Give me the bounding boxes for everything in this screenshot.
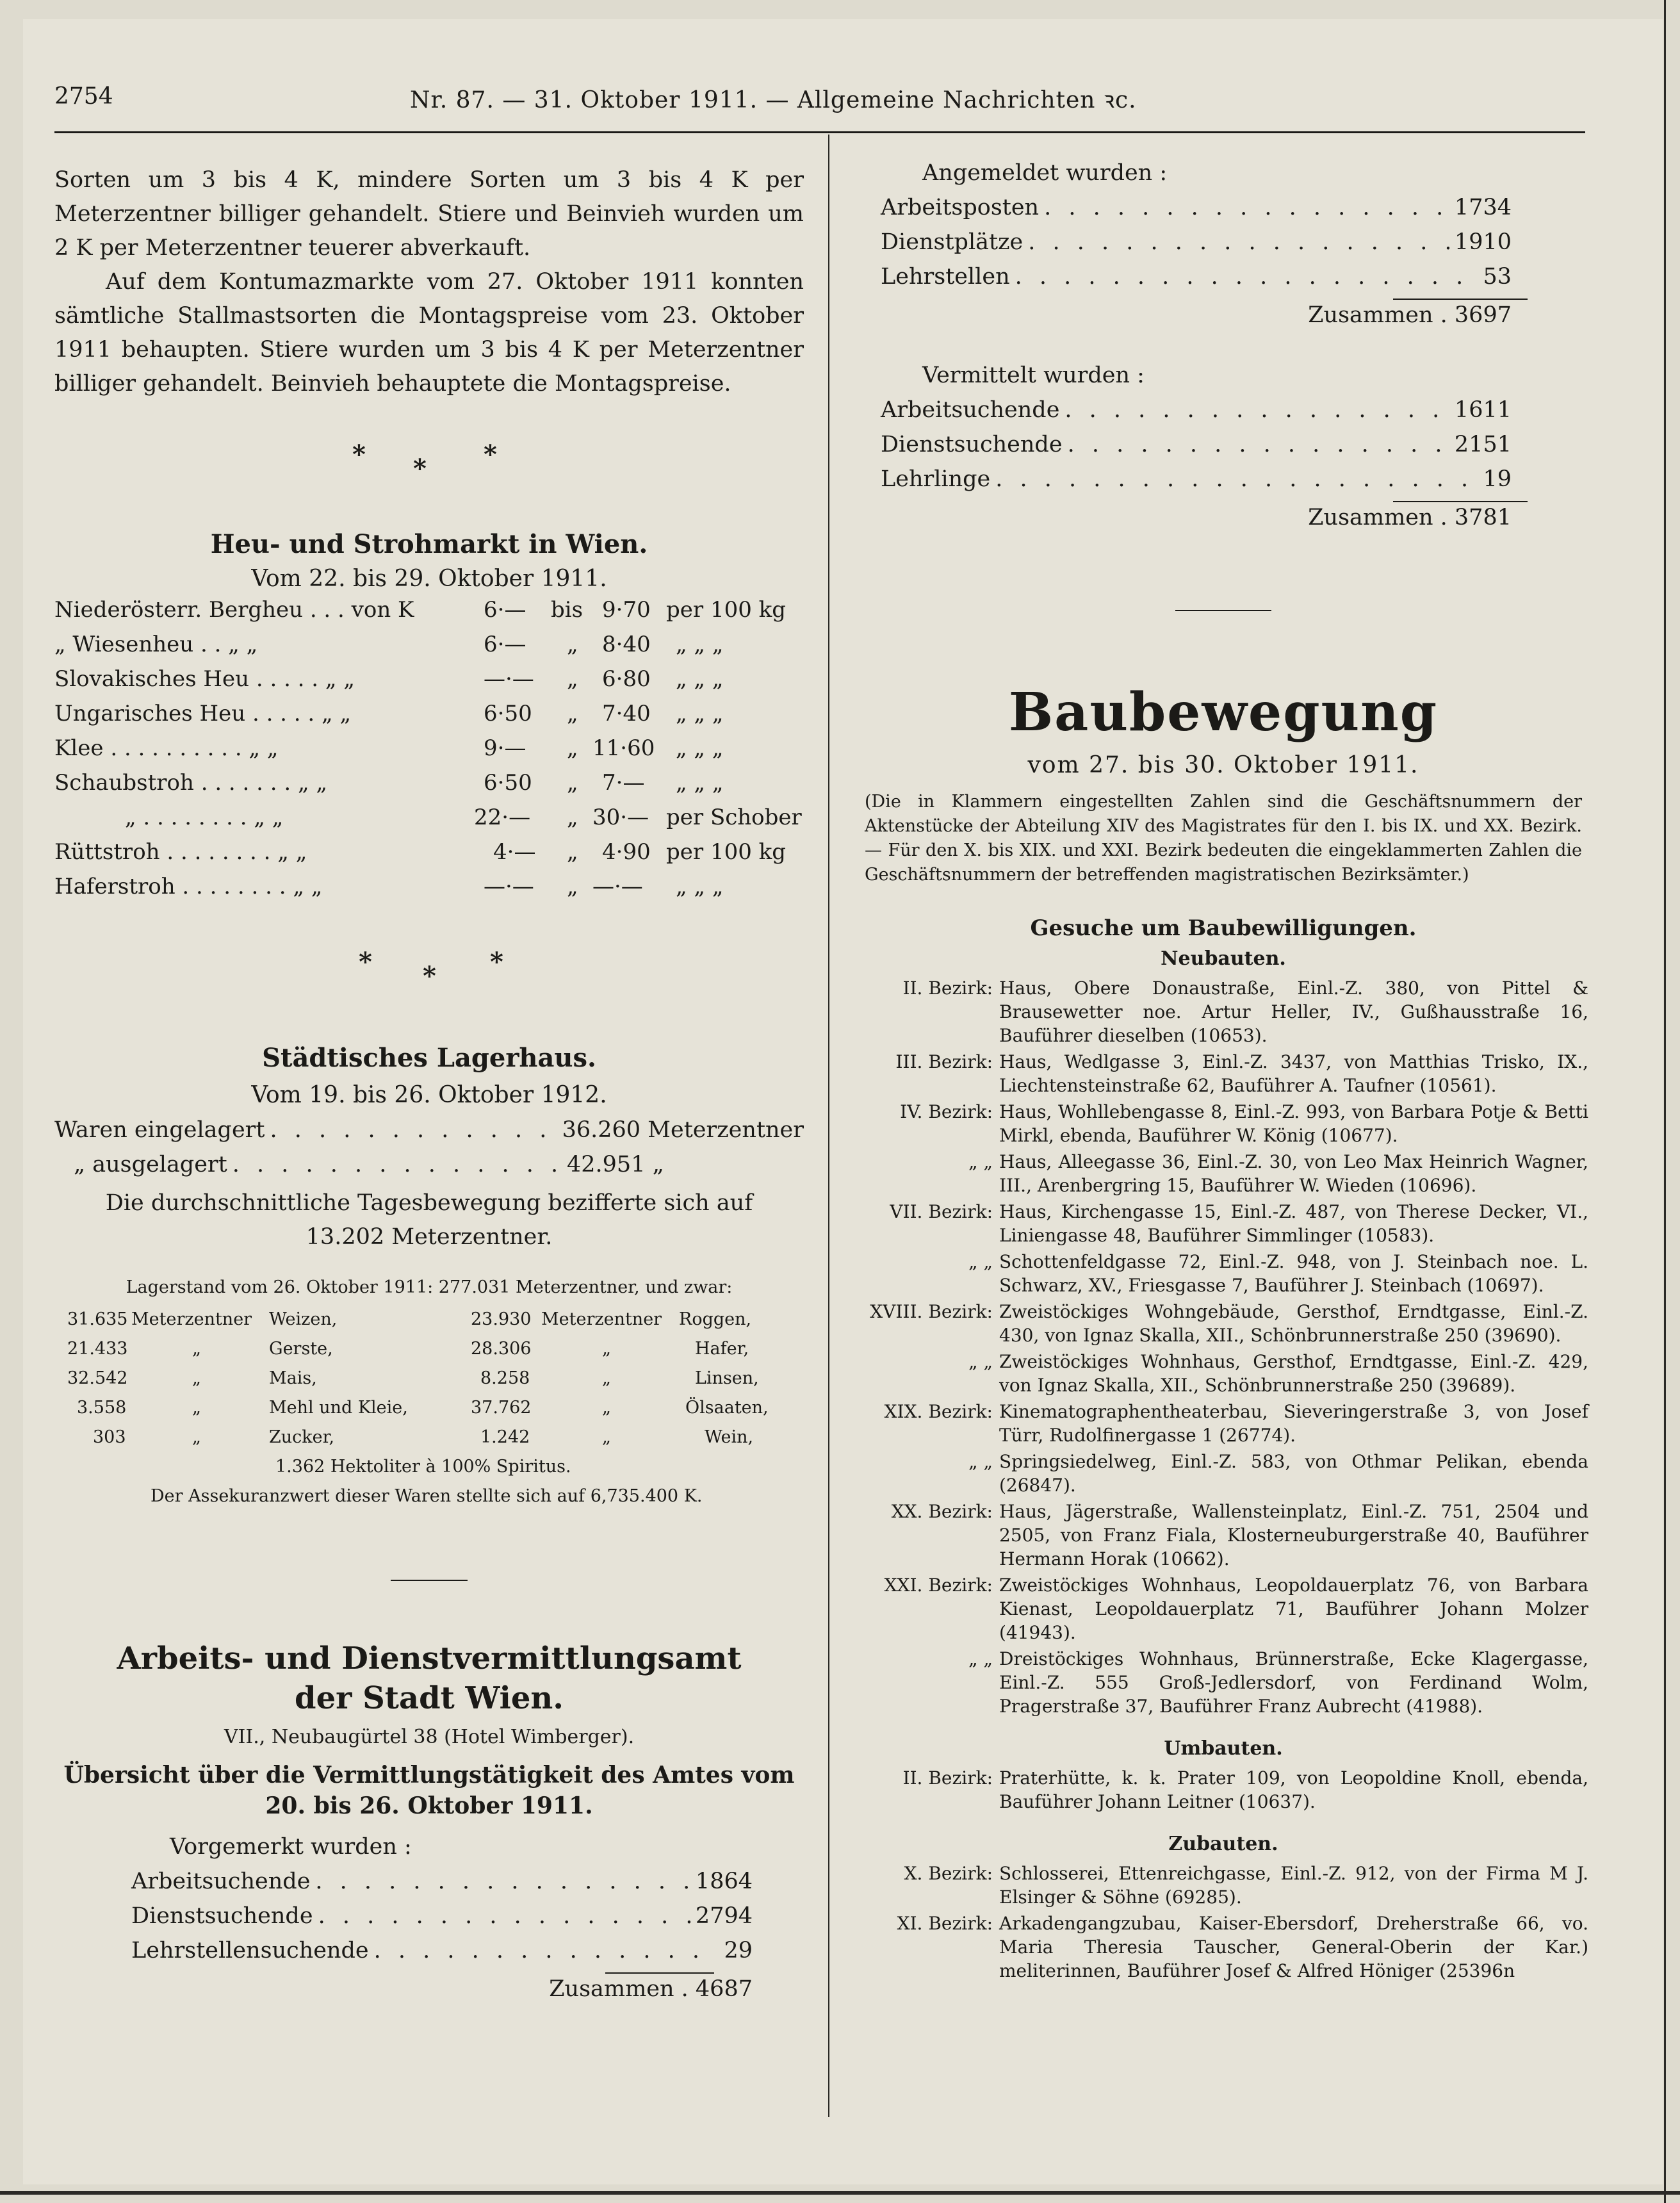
angemeldet-total: Zusammen . 3697 — [1308, 302, 1512, 328]
hay-row — [54, 701, 804, 735]
amt-address: VII., Neubaugürtel 38 (Hotel Wimberger). — [224, 1726, 635, 1748]
hay-row — [54, 666, 804, 701]
vermittelt-list — [858, 397, 1588, 539]
bau-text: Zweistöckiges Wohnhaus, Leopoldauerplatz 76, von Barbara Kienast, Leopoldauerplatz 71, Bauführer Johann Molzer (41943). — [999, 1575, 1588, 1643]
bau-district: VII. Bezirk: — [890, 1201, 993, 1222]
lagerhaus-subtitle: Vom 19. bis 26. Oktober 1912. — [251, 1082, 607, 1108]
stock-spiritus: 1.362 Hektoliter à 100% Spiritus. — [275, 1457, 571, 1477]
bau-entry — [858, 1450, 1588, 1497]
bau-text: Schlosserei, Ettenreichgasse, Einl.-Z. 912, von der Firma M J. Elsinger & Söhne (69285). — [999, 1863, 1588, 1908]
leader-dots — [374, 1938, 719, 1963]
stock-row — [54, 1398, 804, 1427]
stock-row — [54, 1427, 804, 1457]
hay-from: 6·— — [484, 597, 526, 623]
vorgemerkt-total: Zusammen . 4687 — [549, 1976, 753, 2002]
stock-qty: 3.558 — [77, 1398, 127, 1418]
scan-edge-line — [1664, 0, 1666, 2203]
umbauten-heading: Umbauten. — [1164, 1737, 1283, 1760]
baubewegung-note: (Die in Klammern eingestellten Zahlen sind die Geschäftsnummern der Aktenstücke der Abteilung XIV des Magistrates für den I. bis IX. und XX. Bezirk. — Für den X. bis XIX. und XXI. Bezirk bedeuten die eingeklammerten Zahlen die Geschäftsnummern der betreffenden magistratischen Bezirksämter.) — [865, 792, 1582, 885]
stock-name: Mais, — [269, 1368, 317, 1388]
bau-entry — [858, 1912, 1588, 1983]
hay-bis: „ — [567, 701, 578, 726]
baubewegung-title: Baubewegung — [1008, 682, 1439, 743]
lager-ausgelagert-label: „ ausgelagert — [74, 1152, 227, 1177]
star-mark: * — [484, 439, 497, 470]
row-value: 53 — [1483, 264, 1512, 290]
stock-qty: 21.433 — [67, 1339, 128, 1359]
stock-name: Zucker, — [269, 1427, 335, 1447]
bau-text: Praterhütte, k. k. Prater 109, von Leopoldine Knoll, ebenda, Bauführer Johann Leitner (10637). — [999, 1767, 1588, 1812]
bau-text: Schottenfeldgasse 72, Einl.-Z. 948, von J. Steinbach noe. L. Schwarz, XV., Friesgasse 7, Bauführer J. Steinbach (10697). — [999, 1251, 1588, 1296]
lager-ausgelagert-value: 42.951 „ — [567, 1152, 664, 1177]
neubauten-list — [858, 976, 1588, 1718]
hay-unit: „ „ „ — [676, 735, 724, 761]
lagerhaus-title: Städtisches Lagerhaus. — [262, 1043, 596, 1073]
amt-overview-line2: 20. bis 26. Oktober 1911. — [265, 1792, 593, 1819]
row-value: 19 — [1483, 466, 1512, 492]
bau-text: Haus, Alleegasse 36, Einl.-Z. 30, von Leo Max Heinrich Wagner, III., Arenbergring 15, Bauführer W. Wieden (10696). — [999, 1151, 1588, 1196]
row-value: 1910 — [1454, 229, 1512, 255]
hay-to: 8·40 — [602, 632, 651, 657]
bau-text: Dreistöckiges Wohnhaus, Brünnerstraße, Ecke Klagergasse, Einl.-Z. 555 Groß-Jedlersdorf, von Ferdinand Wolm, Pragerstraße 37, Bauführer Franz Aubrecht (41988). — [999, 1648, 1588, 1717]
hay-to: 30·— — [592, 805, 649, 830]
stock-name: Roggen, — [679, 1309, 752, 1329]
hay-name: Ungarisches Heu . . . . . „ „ — [54, 701, 352, 726]
angemeldet-row — [881, 264, 1512, 299]
bau-entry — [858, 1150, 1588, 1197]
vorgemerkt-row — [131, 1938, 753, 1972]
stock-qty: 37.762 — [471, 1398, 532, 1418]
hay-name: Klee . . . . . . . . . . „ „ — [54, 735, 279, 761]
row-value: 29 — [724, 1938, 753, 1963]
lager-stand-line: Lagerstand vom 26. Oktober 1911: 277.031 Meterzentner, und zwar: — [126, 1277, 733, 1297]
stock-name: Weizen, — [269, 1309, 338, 1329]
hay-row — [54, 839, 804, 874]
stock-row — [54, 1309, 804, 1339]
hay-to: 7·— — [602, 770, 645, 796]
lager-ausgelagert-row — [54, 1152, 804, 1186]
star-mark: * — [352, 439, 366, 470]
bau-entry — [858, 1200, 1588, 1247]
hay-bis: „ — [567, 666, 578, 692]
bau-entry — [858, 1573, 1588, 1644]
stock-unit: „ — [192, 1398, 201, 1418]
hay-to: 9·70 — [602, 597, 651, 623]
star-mark: * — [490, 947, 503, 977]
hay-bis: bis — [551, 597, 583, 623]
column-rule — [828, 135, 829, 2117]
stock-unit: „ — [602, 1339, 611, 1359]
row-label: Arbeitsuchende — [131, 1869, 311, 1894]
vermittelt-row — [881, 432, 1512, 466]
hay-name: Niederösterr. Bergheu . . . von K — [54, 597, 414, 623]
hay-unit: „ „ „ — [676, 874, 724, 899]
stock-qty: 303 — [93, 1427, 126, 1447]
hay-from: 4·— — [493, 839, 536, 865]
stock-name: Mehl und Kleie, — [269, 1398, 408, 1418]
hay-unit: per Schober — [666, 805, 802, 830]
row-label: Lehrstellensuchende — [131, 1938, 369, 1963]
row-label: Arbeitsuchende — [881, 397, 1060, 423]
stock-row — [54, 1368, 804, 1398]
bau-district: „ „ — [968, 1648, 993, 1669]
leader-dots — [232, 1152, 562, 1177]
amt-title-line1: Arbeits- und Dienstvermittlungsamt — [117, 1641, 742, 1676]
lager-eingelagert-row — [54, 1117, 804, 1152]
bau-text: Kinematographentheaterbau, Sieveringerstraße 3, von Josef Türr, Rudolfinergasse 1 (26774). — [999, 1401, 1588, 1446]
hay-unit: per 100 kg — [666, 597, 787, 623]
star-mark: * — [423, 961, 436, 991]
row-value: 1864 — [695, 1869, 753, 1894]
row-value: 2151 — [1454, 432, 1512, 457]
bau-entry — [858, 1350, 1588, 1397]
amt-title-line2: der Stadt Wien. — [295, 1680, 564, 1716]
bau-district: „ „ — [968, 1351, 993, 1372]
stock-qty: 28.306 — [471, 1339, 532, 1359]
bau-district: „ „ — [968, 1151, 993, 1172]
row-label: Dienstplätze — [881, 229, 1023, 255]
hay-from: 6·50 — [484, 770, 532, 796]
bau-text: Haus, Wedlgasse 3, Einl.-Z. 3437, von Matthias Trisko, IX., Liechtensteinstraße 62, Bauführer A. Taufner (10561). — [999, 1051, 1588, 1096]
angemeldet-row — [881, 195, 1512, 229]
bau-district: XXI. Bezirk: — [884, 1575, 993, 1596]
bau-district: IV. Bezirk: — [900, 1101, 993, 1122]
vermittelt-row — [881, 466, 1512, 501]
star-mark: * — [359, 947, 372, 977]
leader-dots — [270, 1117, 557, 1143]
hay-unit: „ „ „ — [676, 666, 724, 692]
leader-dots — [1015, 264, 1478, 290]
bau-district: II. Bezirk: — [902, 1767, 993, 1789]
bau-entry — [858, 1050, 1588, 1097]
section-stars — [54, 947, 804, 998]
baubewegung-subtitle: vom 27. bis 30. Oktober 1911. — [1027, 752, 1419, 778]
stock-name: Ölsaaten, — [685, 1398, 769, 1418]
stock-unit: „ — [602, 1368, 611, 1388]
bau-text: Haus, Kirchengasse 15, Einl.-Z. 487, von Therese Decker, VI., Liniengasse 48, Bauführer Simmlinger (10583). — [999, 1201, 1588, 1246]
row-label: Dienstsuchende — [131, 1903, 313, 1929]
hay-market-title: Heu- und Strohmarkt in Wien. — [210, 529, 648, 559]
hay-bis: „ — [567, 874, 578, 899]
amt-overview-line1: Übersicht über die Vermittlungstätigkeit des Amtes vom — [63, 1762, 795, 1789]
stock-name: Hafer, — [695, 1339, 749, 1359]
bau-entry — [858, 1100, 1588, 1147]
vorgemerkt-row — [131, 1869, 753, 1903]
row-value: 2794 — [695, 1903, 753, 1929]
stock-unit: Meterzentner — [131, 1309, 252, 1329]
bau-text: Zweistöckiges Wohnhaus, Gersthof, Erndtgasse, Einl.-Z. 429, von Ignaz Skalla, XII., Schönbrunnerstraße 250 (39689). — [999, 1351, 1588, 1396]
hay-row — [54, 805, 804, 839]
stock-qty: 8.258 — [480, 1368, 530, 1388]
angemeldet-row — [881, 229, 1512, 264]
bau-entry — [858, 1766, 1588, 1814]
leader-dots — [318, 1903, 690, 1929]
section-separator — [391, 1580, 468, 1581]
section-separator — [1175, 610, 1271, 611]
hay-to: 7·40 — [602, 701, 651, 726]
intro-paragraph-1: Sorten um 3 bis 4 K, mindere Sorten um 3 bis 4 K per Meterzentner billiger gehandelt. Stiere und Beinvieh wurden um 2 K per Meterzentner teuerer abverkauft. — [54, 167, 804, 261]
leader-dots — [1064, 397, 1449, 423]
hay-name: Haferstroh . . . . . . . . „ „ — [54, 874, 323, 899]
row-value: 1611 — [1454, 397, 1512, 423]
hay-name: „ . . . . . . . . „ „ — [125, 805, 284, 830]
hay-name: „ Wiesenheu . . „ „ — [54, 632, 258, 657]
bau-district: „ „ — [968, 1451, 993, 1472]
zubauten-heading: Zubauten. — [1168, 1833, 1278, 1855]
stock-unit: Meterzentner — [541, 1309, 662, 1329]
hay-from: —·— — [484, 666, 534, 692]
leader-dots — [315, 1869, 690, 1894]
bau-district: III. Bezirk: — [895, 1051, 993, 1072]
hay-bis: „ — [567, 632, 578, 657]
hay-to: —·— — [592, 874, 643, 899]
row-label: Lehrlinge — [881, 466, 991, 492]
row-label: Lehrstellen — [881, 264, 1010, 290]
page-number: 2754 — [54, 83, 113, 110]
bau-text: Zweistöckiges Wohngebäude, Gersthof, Erndtgasse, Einl.-Z. 430, von Ignaz Skalla, XII., Schönbrunnerstraße 250 (39690). — [999, 1301, 1588, 1346]
stock-row — [54, 1339, 804, 1368]
row-label: Dienstsuchende — [881, 432, 1063, 457]
vorgemerkt-label: Vorgemerkt wurden : — [170, 1834, 412, 1860]
vermittelt-label: Vermittelt wurden : — [922, 363, 1145, 388]
stock-qty: 23.930 — [471, 1309, 532, 1329]
hay-name: Schaubstroh . . . . . . . „ „ — [54, 770, 328, 796]
hay-bis: „ — [567, 839, 578, 865]
intro-paragraph-2: Auf dem Kontumazmarkte vom 27. Oktober 1911 konnten sämtliche Stallmastsorten die Montagspreise vom 23. Oktober 1911 behaupten. Stiere wurden um 3 bis 4 K per Meterzentner billiger gehandelt. Beinvieh behauptete die Montagspreise. — [54, 269, 804, 397]
hay-row — [54, 735, 804, 770]
vorgemerkt-row — [131, 1903, 753, 1938]
stock-name: Gerste, — [269, 1339, 333, 1359]
hay-row — [54, 632, 804, 666]
stock-unit: „ — [602, 1427, 611, 1447]
bau-district: „ „ — [968, 1251, 993, 1272]
bau-entry — [858, 1862, 1588, 1909]
bau-text: Haus, Jägerstraße, Wallensteinplatz, Einl.-Z. 751, 2504 und 2505, von Franz Fiala, Klosterneuburgerstraße 40, Bauführer Hermann Horak (10662). — [999, 1501, 1588, 1569]
hay-unit: „ „ „ — [676, 632, 724, 657]
leader-dots — [1068, 432, 1449, 457]
vorgemerkt-list — [54, 1869, 804, 2011]
header-rule — [54, 131, 1585, 133]
angemeldet-label: Angemeldet wurden : — [922, 160, 1168, 186]
hay-from: 6·50 — [484, 701, 532, 726]
vermittelt-row — [881, 397, 1512, 432]
hay-bis: „ — [567, 735, 578, 761]
gesuche-heading: Gesuche um Baubewilligungen. — [1030, 915, 1417, 941]
leader-dots — [995, 466, 1478, 492]
hay-from: 9·— — [484, 735, 526, 761]
leader-dots — [1028, 229, 1449, 255]
vermittelt-total: Zusammen . 3781 — [1308, 505, 1512, 530]
bau-district: XVIII. Bezirk: — [870, 1301, 993, 1322]
stock-name: Linsen, — [695, 1368, 759, 1388]
leader-dots — [1044, 195, 1449, 220]
hay-name: Slovakisches Heu . . . . . „ „ — [54, 666, 355, 692]
hay-name: Rüttstroh . . . . . . . . „ „ — [54, 839, 307, 865]
hay-row — [54, 770, 804, 805]
star-mark: * — [413, 454, 427, 484]
stock-unit: „ — [192, 1427, 201, 1447]
hay-from: 22·— — [474, 805, 531, 830]
hay-bis: „ — [567, 805, 578, 830]
hay-unit: „ „ „ — [676, 770, 724, 796]
bau-text: Haus, Wohllebengasse 8, Einl.-Z. 993, von Barbara Potje & Betti Mirkl, ebenda, Bauführer W. König (10677). — [999, 1101, 1588, 1146]
stock-unit: „ — [192, 1368, 201, 1388]
angemeldet-list — [858, 195, 1588, 337]
bau-district: XI. Bezirk: — [897, 1913, 993, 1934]
hay-price-table — [54, 597, 804, 908]
stock-qty: 31.635 — [67, 1309, 128, 1329]
bau-text: Arkadengangzubau, Kaiser-Ebersdorf, Dreherstraße 66, vo. Maria Theresia Tauscher, General-Oberin der Kar.) meliterinnen, Bauführer Josef & Alfred Höniger (25396n — [999, 1913, 1588, 1981]
stock-qty: 32.542 — [67, 1368, 128, 1388]
bau-entry — [858, 1400, 1588, 1447]
neubauten-heading: Neubauten. — [1161, 947, 1286, 970]
bau-text: Haus, Obere Donaustraße, Einl.-Z. 380, von Pittel & Brausewetter noe. Artur Heller, IV., Gußhausstraße 16, Bauführer dieselben (10653). — [999, 978, 1588, 1046]
scan-bottom-line — [0, 2191, 1680, 2195]
hay-from: —·— — [484, 874, 534, 899]
hay-to: 11·60 — [592, 735, 655, 761]
bau-entry — [858, 1647, 1588, 1718]
running-header: Nr. 87. — 31. Oktober 1911. — Allgemeine Nachrichten ꝛc. — [410, 87, 1137, 113]
bau-text: Springsiedelweg, Einl.-Z. 583, von Othmar Pelikan, ebenda (26847). — [999, 1451, 1588, 1496]
hay-from: 6·— — [484, 632, 526, 657]
left-column — [54, 163, 804, 2011]
stock-unit: „ — [602, 1398, 611, 1418]
right-column — [858, 160, 1588, 1985]
lager-eingelagert-value: 36.260 Meterzentner — [562, 1117, 804, 1143]
stock-qty: 1.242 — [480, 1427, 530, 1447]
lager-daily-movement: Die durchschnittliche Tagesbewegung bezifferte sich auf 13.202 Meterzentner. — [105, 1190, 753, 1250]
hay-row — [54, 874, 804, 908]
bau-district: XIX. Bezirk: — [884, 1401, 993, 1422]
stock-name: Wein, — [705, 1427, 754, 1447]
bau-entry — [858, 1500, 1588, 1571]
bau-district: II. Bezirk: — [902, 978, 993, 999]
stock-unit: „ — [192, 1339, 201, 1359]
bau-entry — [858, 1300, 1588, 1347]
hay-bis: „ — [567, 770, 578, 796]
stock-assekuranz: Der Assekuranzwert dieser Waren stellte sich auf 6,735.400 K. — [151, 1486, 703, 1506]
hay-market-subtitle: Vom 22. bis 29. Oktober 1911. — [251, 566, 607, 592]
bau-entry — [858, 1250, 1588, 1297]
hay-to: 6·80 — [602, 666, 651, 692]
bau-entry — [858, 976, 1588, 1047]
bau-district: X. Bezirk: — [904, 1863, 993, 1884]
section-stars — [54, 439, 804, 491]
hay-to: 4·90 — [602, 839, 651, 865]
hay-unit: per 100 kg — [666, 839, 787, 865]
hay-unit: „ „ „ — [676, 701, 724, 726]
lager-eingelagert-label: Waren eingelagert — [54, 1117, 265, 1143]
row-value: 1734 — [1454, 195, 1512, 220]
hay-row — [54, 597, 804, 632]
bau-district: XX. Bezirk: — [891, 1501, 993, 1522]
row-label: Arbeitsposten — [881, 195, 1040, 220]
